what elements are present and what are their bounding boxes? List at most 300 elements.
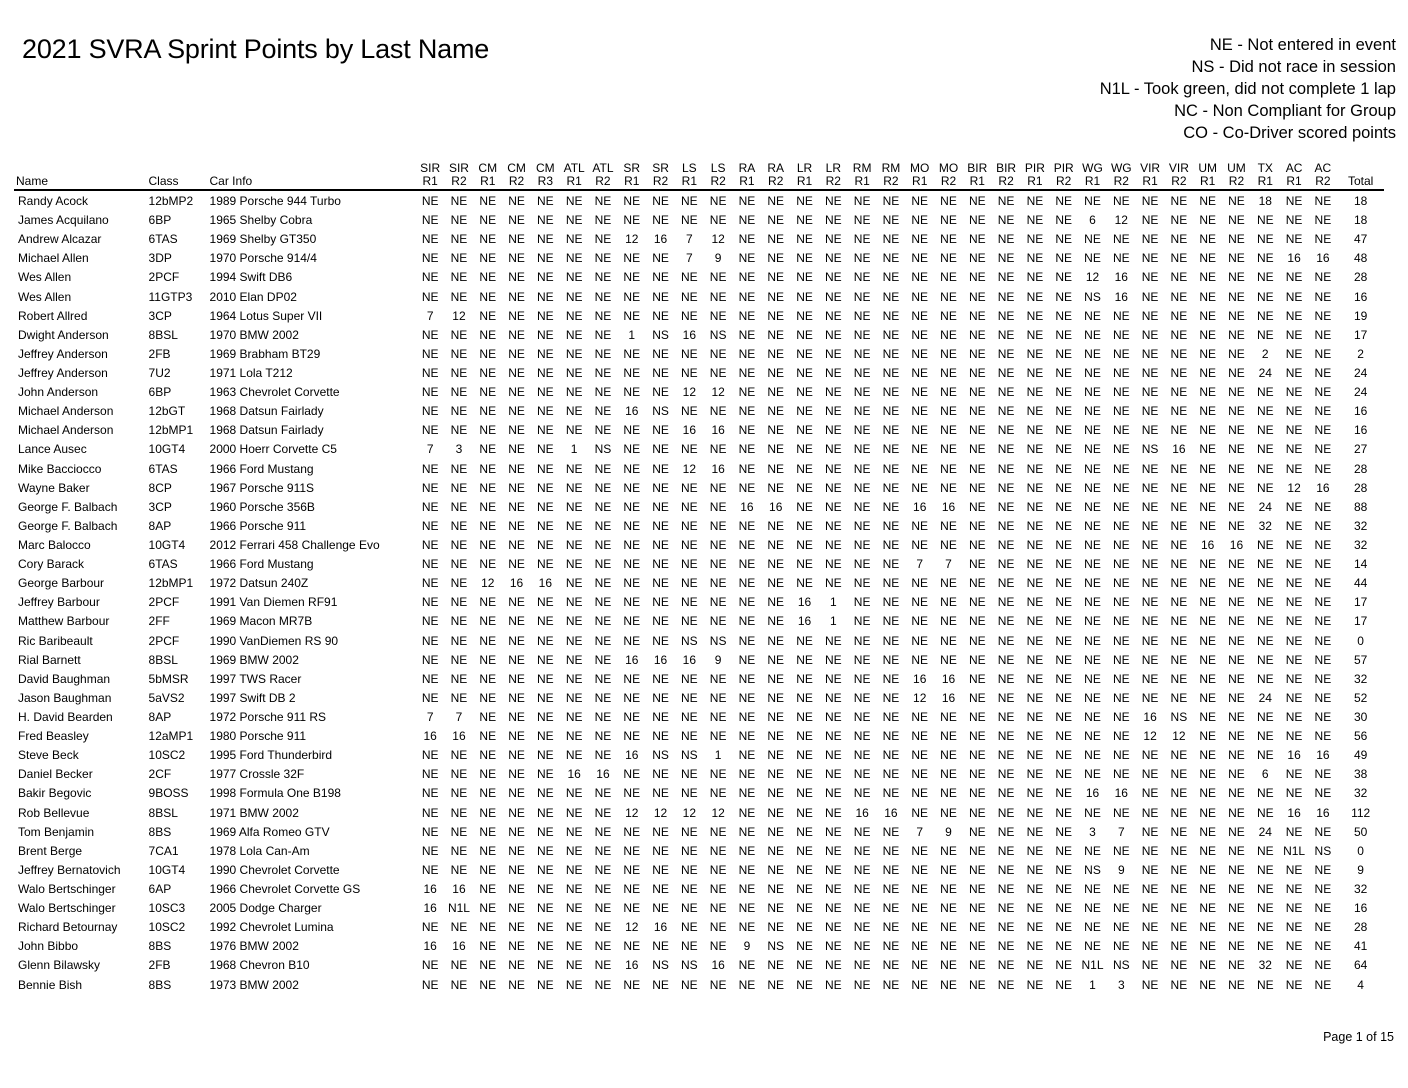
table-row: [14, 190, 1384, 211]
header-event-11: [733, 162, 762, 190]
total-points: 9: [1357, 862, 1364, 877]
points-cell: NE: [882, 862, 900, 877]
points-cell: NE: [853, 920, 871, 935]
points-cell: NE: [421, 671, 439, 686]
points-cell: NE: [853, 710, 871, 724]
points-cell: NE: [738, 977, 756, 992]
points-cell: NE: [911, 805, 929, 820]
points-cell: NE: [537, 671, 554, 686]
points-cell: NE: [767, 538, 785, 553]
points-cell: NE: [623, 557, 641, 572]
points-cell: NE: [1026, 557, 1044, 572]
driver-class: 8CP: [148, 480, 172, 495]
points-cell: 16: [653, 652, 668, 667]
points-cell: NE: [968, 633, 986, 648]
points-cell: NE: [709, 557, 727, 572]
driver-class: 12bMP1: [148, 423, 194, 438]
points-cell: NE: [767, 671, 785, 686]
points-cell: NE: [479, 958, 497, 973]
total-points: 2: [1357, 346, 1364, 361]
points-cell: NE: [1055, 824, 1073, 839]
points-cell: NE: [652, 939, 669, 954]
header-event-30: [1280, 162, 1309, 190]
points-cell: NE: [940, 232, 957, 247]
car-info: 1965 Shelby Cobra: [209, 213, 313, 228]
points-cell: NE: [1170, 901, 1188, 916]
points-cell: NE: [537, 385, 554, 400]
points-cell: NE: [1170, 824, 1188, 839]
points-cell: NE: [652, 786, 669, 801]
points-cell: NE: [968, 786, 986, 801]
points-cell: NE: [508, 690, 525, 705]
points-cell: NE: [882, 213, 900, 228]
points-cell: NE: [1199, 499, 1217, 514]
race-label: R2: [1228, 174, 1245, 188]
race-label: R2: [451, 174, 467, 188]
points-cell: NE: [796, 270, 813, 285]
driver-class: 12bMP1: [148, 576, 194, 591]
car-info: 1968 Chevron B10: [209, 958, 310, 973]
points-cell: NE: [911, 843, 929, 858]
driver-name: Glenn Bilawsky: [18, 958, 101, 973]
table-row: [14, 670, 1384, 689]
points-cell: NE: [911, 767, 929, 782]
points-cell: NE: [824, 499, 842, 514]
points-cell: NE: [479, 920, 497, 935]
points-cell: NE: [537, 518, 554, 533]
points-cell: NE: [508, 652, 525, 667]
points-cell: NE: [796, 824, 813, 839]
header-event-14: [819, 162, 848, 190]
points-cell: NE: [1141, 423, 1159, 438]
table-body: [14, 190, 1384, 995]
points-cell: NE: [824, 327, 842, 342]
points-cell: NE: [623, 671, 641, 686]
header-event-10: [704, 162, 733, 190]
points-cell: NE: [652, 862, 669, 877]
points-cell: NE: [1285, 652, 1303, 667]
points-cell: NE: [1170, 308, 1188, 323]
points-cell: NE: [450, 251, 468, 266]
points-cell: 16: [567, 767, 581, 782]
points-cell: NE: [1314, 614, 1332, 629]
points-cell: NE: [537, 767, 554, 782]
total-points: 64: [1353, 958, 1368, 973]
points-cell: NE: [1141, 270, 1159, 285]
points-cell: 7: [1117, 824, 1125, 839]
points-cell: NE: [796, 251, 813, 266]
points-cell: NE: [652, 442, 669, 457]
header-event-31: [1308, 162, 1337, 190]
points-cell: NE: [594, 614, 612, 629]
points-cell: NE: [537, 366, 554, 381]
points-cell: NE: [1228, 977, 1245, 992]
points-cell: NE: [652, 270, 669, 285]
points-cell: NE: [709, 270, 727, 285]
points-cell: NE: [1055, 710, 1073, 724]
points-cell: NE: [479, 404, 497, 419]
points-cell: NE: [1285, 633, 1303, 648]
points-cell: NE: [853, 270, 871, 285]
points-cell: NE: [1314, 939, 1332, 954]
points-cell: NE: [652, 595, 669, 610]
points-cell: NE: [681, 881, 698, 896]
points-cell: NE: [1055, 518, 1073, 533]
event-label: BIR: [967, 161, 988, 175]
points-cell: NE: [1112, 729, 1130, 744]
points-cell: NE: [738, 308, 756, 323]
points-cell: NE: [565, 461, 583, 476]
points-cell: NE: [853, 652, 871, 667]
event-label: AC: [1314, 161, 1332, 175]
points-cell: NE: [565, 308, 583, 323]
points-cell: NE: [997, 671, 1015, 686]
points-cell: NE: [853, 538, 871, 553]
points-cell: NE: [1314, 595, 1332, 610]
points-cell: NE: [1199, 977, 1217, 992]
points-cell: NE: [623, 480, 641, 495]
points-cell: 7: [426, 710, 434, 724]
points-cell: NE: [824, 939, 842, 954]
car-info: 1973 BMW 2002: [209, 977, 299, 992]
points-cell: NE: [767, 346, 785, 361]
points-cell: NE: [882, 748, 900, 763]
points-cell: NE: [1141, 614, 1159, 629]
points-cell: NE: [738, 633, 756, 648]
points-cell: NE: [1112, 748, 1130, 763]
points-cell: NE: [1112, 557, 1130, 572]
header-event-0: [416, 162, 445, 190]
table-row: [14, 574, 1384, 593]
points-cell: NE: [479, 385, 497, 400]
points-cell: NE: [594, 194, 612, 209]
points-cell: NE: [796, 423, 813, 438]
points-cell: NE: [882, 404, 900, 419]
event-label: SIR: [420, 161, 441, 175]
car-info: 2000 Hoerr Corvette C5: [209, 442, 337, 457]
points-cell: NE: [1256, 557, 1274, 572]
points-cell: NE: [594, 652, 612, 667]
points-cell: NE: [824, 308, 842, 323]
table-row: [14, 823, 1384, 842]
total-points: 16: [1353, 404, 1368, 419]
points-cell: NE: [1112, 690, 1130, 705]
points-cell: NE: [594, 939, 612, 954]
total-points: 112: [1351, 805, 1371, 820]
points-cell: NE: [479, 270, 497, 285]
points-cell: NE: [652, 614, 669, 629]
points-cell: NE: [1084, 308, 1101, 323]
points-cell: NE: [537, 652, 554, 667]
points-cell: NE: [997, 518, 1015, 533]
driver-name: Fred Beasley: [18, 729, 89, 744]
points-cell: NE: [1228, 308, 1245, 323]
points-cell: NE: [968, 480, 986, 495]
points-cell: NE: [796, 690, 813, 705]
points-cell: NE: [824, 194, 842, 209]
points-cell: NE: [796, 920, 813, 935]
points-cell: NE: [1170, 557, 1188, 572]
table-row: [14, 288, 1384, 307]
points-cell: NE: [1055, 404, 1073, 419]
points-cell: NE: [1112, 232, 1130, 247]
points-cell: NE: [1256, 729, 1274, 744]
points-cell: NE: [1199, 595, 1217, 610]
points-cell: 16: [423, 729, 437, 744]
points-cell: NE: [1055, 213, 1073, 228]
points-cell: NE: [479, 652, 497, 667]
points-cell: NE: [1084, 366, 1101, 381]
points-cell: NE: [1026, 346, 1044, 361]
points-cell: NE: [1055, 499, 1073, 514]
points-cell: NE: [709, 939, 727, 954]
race-label: R1: [969, 174, 985, 188]
points-cell: NE: [1170, 843, 1188, 858]
header-event-23: [1078, 162, 1107, 190]
driver-name: David Baughman: [18, 671, 111, 686]
points-cell: NE: [1055, 232, 1073, 247]
points-cell: NE: [1084, 442, 1101, 457]
total-points: 28: [1353, 920, 1368, 935]
points-cell: 16: [941, 671, 956, 686]
points-cell: NE: [1314, 518, 1332, 533]
driver-name: Michael Anderson: [18, 404, 114, 419]
points-cell: NE: [623, 213, 641, 228]
points-cell: NE: [1112, 633, 1130, 648]
points-cell: 6: [1089, 213, 1096, 228]
points-cell: NE: [1141, 194, 1159, 209]
points-cell: NE: [594, 251, 612, 266]
points-cell: NE: [853, 671, 871, 686]
table-row: [14, 421, 1384, 440]
points-cell: NE: [594, 671, 612, 686]
points-cell: NE: [479, 289, 497, 304]
race-label: R2: [883, 174, 899, 188]
points-cell: NE: [1199, 710, 1217, 724]
points-cell: NE: [738, 881, 756, 896]
car-info: 2012 Ferrari 458 Challenge Evo: [209, 538, 380, 553]
total-points: 24: [1353, 385, 1368, 400]
race-label: R1: [1084, 174, 1101, 188]
points-cell: NE: [911, 194, 929, 209]
points-cell: NE: [1285, 461, 1303, 476]
points-cell: 3: [1089, 824, 1096, 839]
points-cell: NE: [565, 557, 583, 572]
points-cell: NE: [767, 958, 785, 973]
points-cell: NE: [508, 538, 525, 553]
event-label: SR: [652, 161, 669, 175]
header-event-3: [502, 162, 531, 190]
points-cell: NE: [565, 499, 583, 514]
driver-name: George F. Balbach: [18, 518, 118, 533]
points-cell: 16: [682, 423, 697, 438]
points-cell: NE: [767, 786, 785, 801]
points-cell: NE: [1026, 633, 1044, 648]
points-cell: NE: [594, 862, 612, 877]
points-cell: NE: [450, 748, 468, 763]
points-cell: 7: [426, 308, 434, 323]
points-cell: NE: [796, 729, 813, 744]
points-cell: NE: [940, 862, 957, 877]
points-cell: NE: [1199, 881, 1217, 896]
race-label: R2: [652, 174, 669, 188]
points-cell: NE: [537, 404, 554, 419]
points-cell: 9: [1117, 862, 1125, 877]
points-cell: NE: [681, 710, 698, 724]
points-cell: NE: [652, 461, 669, 476]
points-cell: NE: [738, 786, 756, 801]
points-cell: NE: [623, 939, 641, 954]
points-cell: NE: [911, 901, 929, 916]
points-cell: NE: [1228, 690, 1245, 705]
points-cell: NE: [796, 461, 813, 476]
points-cell: NE: [968, 385, 986, 400]
points-cell: NE: [968, 576, 986, 591]
points-cell: NE: [796, 805, 813, 820]
points-cell: NE: [1199, 767, 1217, 782]
points-cell: 16: [1172, 442, 1186, 457]
points-cell: NE: [537, 614, 554, 629]
event-label: MO: [938, 161, 959, 175]
points-cell: NE: [796, 480, 813, 495]
total-points: 16: [1353, 901, 1368, 916]
driver-name: Wes Allen: [18, 270, 72, 285]
points-cell: NE: [508, 767, 525, 782]
points-cell: NE: [623, 538, 641, 553]
points-cell: NE: [709, 977, 727, 992]
points-cell: NE: [1170, 977, 1188, 992]
points-cell: NE: [1026, 901, 1044, 916]
points-cell: NE: [537, 480, 554, 495]
points-cell: NE: [853, 576, 871, 591]
points-cell: NS: [709, 327, 727, 342]
points-cell: NE: [1026, 748, 1044, 763]
points-cell: NE: [623, 499, 641, 514]
points-cell: NE: [968, 824, 986, 839]
event-label: UM: [1198, 161, 1218, 175]
points-cell: NE: [1256, 920, 1274, 935]
points-cell: NE: [940, 461, 957, 476]
points-cell: NE: [709, 901, 727, 916]
points-cell: NE: [1084, 920, 1101, 935]
points-cell: NE: [1256, 614, 1274, 629]
points-cell: NE: [537, 729, 554, 744]
points-cell: NE: [1199, 824, 1217, 839]
points-cell: NE: [1112, 614, 1130, 629]
points-cell: NE: [1228, 824, 1245, 839]
points-cell: NE: [968, 538, 986, 553]
points-cell: NE: [1055, 805, 1073, 820]
points-cell: NE: [968, 977, 986, 992]
points-cell: NE: [796, 671, 813, 686]
points-cell: NE: [997, 404, 1015, 419]
points-cell: NE: [824, 786, 842, 801]
points-cell: NE: [1314, 213, 1332, 228]
points-cell: NE: [1112, 461, 1130, 476]
header-event-8: [646, 162, 675, 190]
points-cell: NE: [565, 690, 583, 705]
points-cell: NE: [940, 939, 957, 954]
points-cell: NE: [1199, 920, 1217, 935]
points-cell: NE: [1256, 939, 1274, 954]
points-cell: NE: [997, 251, 1015, 266]
points-cell: NE: [1314, 308, 1332, 323]
points-cell: NE: [1170, 518, 1188, 533]
points-cell: NE: [1256, 308, 1274, 323]
points-cell: NE: [1055, 538, 1073, 553]
points-cell: NE: [882, 633, 900, 648]
points-cell: NE: [1026, 404, 1044, 419]
points-cell: NE: [709, 671, 727, 686]
points-cell: NE: [479, 194, 497, 209]
driver-class: 6AP: [148, 881, 172, 896]
points-cell: 1: [628, 327, 636, 342]
points-cell: NE: [1084, 404, 1101, 419]
points-cell: NE: [882, 480, 900, 495]
points-cell: 16: [1287, 805, 1301, 820]
points-cell: NE: [508, 595, 525, 610]
points-cell: NE: [738, 251, 756, 266]
driver-class: 3CP: [148, 499, 172, 514]
points-cell: NE: [623, 518, 641, 533]
points-cell: NE: [652, 633, 669, 648]
points-cell: NE: [882, 270, 900, 285]
points-cell: NE: [709, 289, 727, 304]
points-cell: NE: [767, 614, 785, 629]
points-cell: NE: [565, 595, 583, 610]
points-cell: NE: [882, 327, 900, 342]
points-cell: NE: [767, 805, 785, 820]
header-row: [14, 162, 1384, 190]
points-cell: 16: [913, 671, 927, 686]
points-cell: NE: [1256, 862, 1274, 877]
points-cell: NE: [1112, 881, 1130, 896]
driver-class: 9BOSS: [148, 786, 189, 801]
points-cell: NE: [508, 729, 525, 744]
points-cell: NE: [1314, 232, 1332, 247]
points-cell: NE: [738, 289, 756, 304]
points-cell: NE: [1314, 786, 1332, 801]
points-cell: NE: [940, 805, 957, 820]
event-label: AC: [1285, 161, 1303, 175]
points-cell: NE: [1084, 633, 1101, 648]
points-cell: NE: [421, 614, 439, 629]
points-cell: NE: [968, 270, 986, 285]
points-cell: NE: [997, 461, 1015, 476]
total-points: 14: [1353, 557, 1368, 572]
points-cell: NE: [824, 404, 842, 419]
driver-class: 10GT4: [148, 442, 186, 457]
points-cell: NE: [767, 385, 785, 400]
points-cell: NE: [997, 862, 1015, 877]
points-cell: NE: [1228, 557, 1245, 572]
driver-class: 8BS: [148, 824, 172, 839]
points-cell: NE: [709, 404, 727, 419]
points-cell: NE: [968, 557, 986, 572]
points-cell: NE: [421, 576, 439, 591]
points-cell: NE: [709, 518, 727, 533]
points-cell: 1: [829, 595, 837, 610]
table-row: [14, 517, 1384, 536]
points-cell: NE: [1170, 767, 1188, 782]
points-cell: NE: [1199, 748, 1217, 763]
car-info: 1971 BMW 2002: [209, 805, 299, 820]
points-cell: 16: [1085, 786, 1100, 801]
points-cell: NE: [796, 843, 813, 858]
points-cell: NE: [1314, 710, 1332, 724]
points-cell: NE: [1170, 270, 1188, 285]
points-cell: NE: [537, 538, 554, 553]
